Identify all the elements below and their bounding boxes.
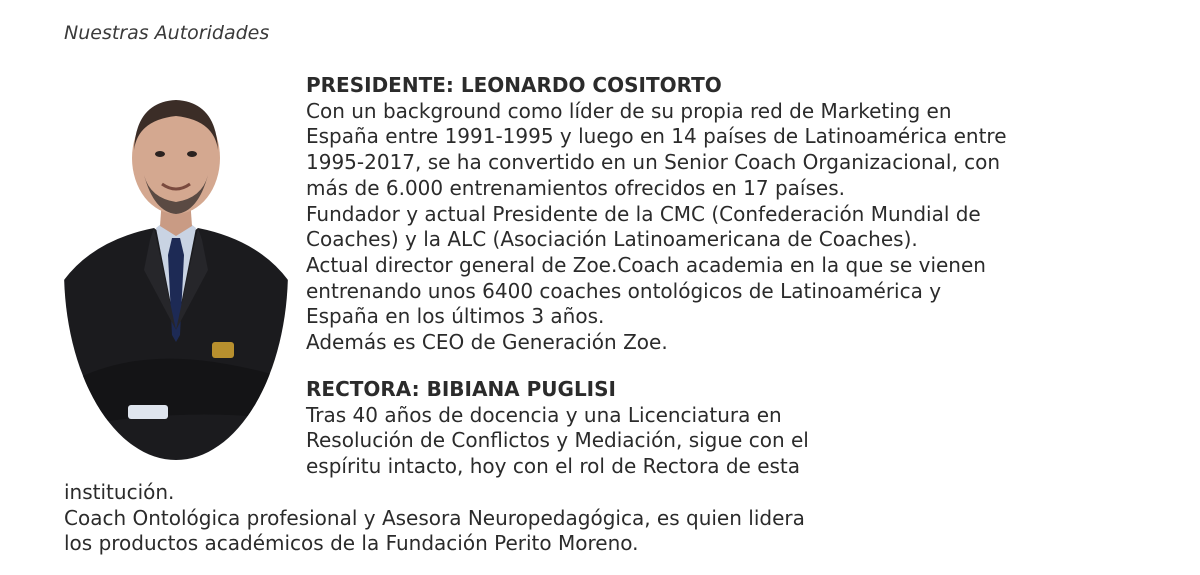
rector-bio-line: los productos académicos de la Fundación Perito Moreno.: [64, 531, 639, 556]
president-bio-line: entrenando unos 6400 coaches ontológicos de Latinoamérica y: [306, 278, 942, 303]
rector-bio-line: Tras 40 años de docencia y una Licenciatura en: [306, 402, 782, 427]
president-bio-line: 1995-2017, se ha convertido en un Senior Coach Organizacional, con: [306, 150, 1001, 175]
president-bio-line: España entre 1991-1995 y luego en 14 países de Latinoamérica entre: [306, 124, 1007, 149]
president-bio-line: más de 6.000 entrenamientos ofrecidos en 17 países.: [306, 175, 845, 200]
rector-bio-continued: [64, 480, 964, 557]
president-photo: [64, 80, 288, 460]
president-bio-line: Fundador y actual Presidente de la CMC (Confederación Mundial de: [306, 201, 981, 226]
rector-bio-line: institución.: [64, 480, 175, 504]
president-heading: PRESIDENTE: LEONARDO COSITORTO: [306, 73, 722, 97]
rector-bio-line: Coach Ontológica profesional y Asesora Neuropedagógica, es quien lidera: [64, 505, 805, 530]
president-bio-line: Actual director general de Zoe.Coach academia en la que se vienen: [306, 252, 986, 277]
president-bio-line: España en los últimos 3 años.: [306, 304, 605, 329]
president-bio-line: Además es CEO de Generación Zoe.: [306, 330, 668, 355]
rector-bio-line: espíritu intacto, hoy con el rol de Rectora de esta: [306, 454, 801, 479]
president-section: [306, 73, 1166, 356]
rector-bio-line: Resolución de Conflictos y Mediación, sigue con el: [306, 428, 809, 453]
president-bio-line: Coaches) y la ALC (Asociación Latinoamericana de Coaches).: [306, 227, 918, 252]
president-portrait-image: [64, 80, 288, 460]
rector-heading: RECTORA: BIBIANA PUGLISI: [306, 377, 616, 401]
president-bio-line: Con un background como líder de su propia red de Marketing en: [306, 98, 952, 123]
rector-section: [306, 377, 1166, 480]
section-title: Nuestras Autoridades: [64, 22, 270, 44]
